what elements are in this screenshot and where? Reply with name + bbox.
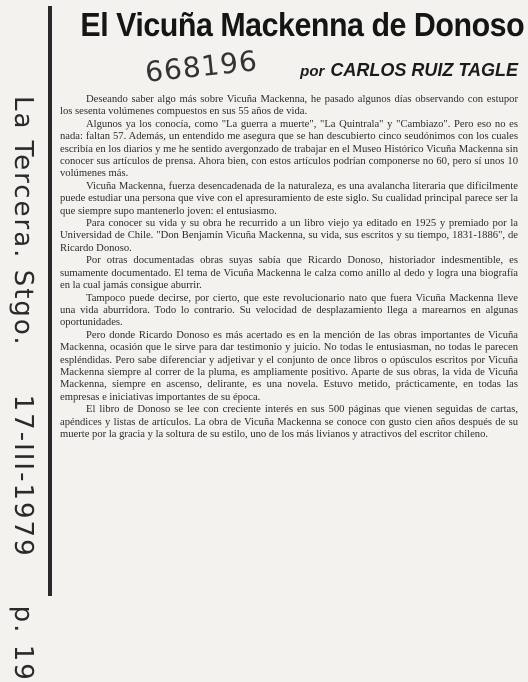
article-paragraph: Tampoco puede decirse, por cierto, que este revolucionario nato que fuera Vicuña Mackenna lleve una vida aburridora. Todo lo contrario. Su velocidad de desplazamiento llega a marearnos en algunas oportunidades. [60, 292, 518, 329]
article-byline [300, 60, 518, 81]
article-paragraph: Por otras documentadas obras suyas sabía que Ricardo Donoso, historiador indesmentible, es sumamente documentado. El tema de Vicuña Mackenna le calza como anillo al dedo y logra una biografía en la cual jamás consigue aburrir. [60, 255, 518, 292]
handwritten-catalog-number: 668196 [143, 44, 260, 89]
article-paragraph: Algunos ya los conocía, como "La guerra a muerte", "La Quintrala" y "Cambiazo". Pero eso no es nada: faltan 57. Además, un entendido me asegura que se han descubierto cinco seudónimos con los cuales escribía en los diarios y me he sentido avergonzado de trabajar en el Museo Histórico Vicuña Mackenna sin conocer sus artículos de prensa. Ahora bien, con estos artículos podrían componerse no 60, pero sí unos 10 volúmenes más. [60, 118, 518, 180]
article-body [60, 94, 518, 441]
article-paragraph: Deseando saber algo más sobre Vicuña Mackenna, he pasado algunos días observando con estupor los sesenta volúmenes compuestos en sus 55 años de vida. [60, 94, 518, 118]
article-paragraph: El libro de Donoso se lee con creciente interés en sus 500 páginas que vienen seguidas de cartas, apéndices y listas de artículos. La obra de Vicuña Mackenna se conoce con gusto cien años después de su muerte por la gracia y la soltura de su estilo, uno de los más livianos y atractivos del escritor chileno. [60, 404, 518, 440]
column-rule [48, 6, 52, 596]
article-paragraph: Para conocer su vida y su obra he recurrido a un libro viejo ya editado en 1925 y premiado por la Universidad de Chile. "Don Benjamín Vicuña Mackenna, su vida, sus escritos y su tiempo, 1831-1886", de Ricardo Donoso. [60, 218, 518, 254]
handwritten-side-note [0, 96, 46, 682]
handwritten-date: 17-III-1979 [8, 394, 38, 558]
article-paragraph: Pero donde Ricardo Donoso es más acertado es en la mención de las obras importantes de Vicuña Mackenna, ocasión que le sirve para dar testimonio y juicio. No todas le entusiasman, no todas le parecen espléndidas. Pero sabe diferenciar y adjetivar y el conjunto de once libros o opúsculos escritos por Vicuña Mackenna siempre al correr de la pluma, es ampliamente positivo. Aparte de sus obras, la vida de Vicuña Mackenna, siempre en ascenso, delirante, es una novela. Estuvo metido, prácticamente, en todas las empresas e iniciativas importantes de su época. [60, 329, 518, 403]
byline-author: CARLOS RUIZ TAGLE [330, 60, 518, 80]
byline-prefix: por [300, 63, 325, 80]
article-headline: El Vicuña Mackenna de Donoso [80, 6, 525, 43]
article-paragraph: Vicuña Mackenna, fuerza desencadenada de la naturaleza, es una avalancha literaria que difícilmente puede estudiar una persona que vive con el apresuramiento de este siglo. Su cualidad principal parece ser la que siempre supo mantenerlo joven: el entusiasmo. [60, 180, 518, 217]
handwritten-newspaper-name: La Tercera. Stgo. [8, 96, 38, 347]
handwritten-page: p. 19 [8, 605, 38, 682]
